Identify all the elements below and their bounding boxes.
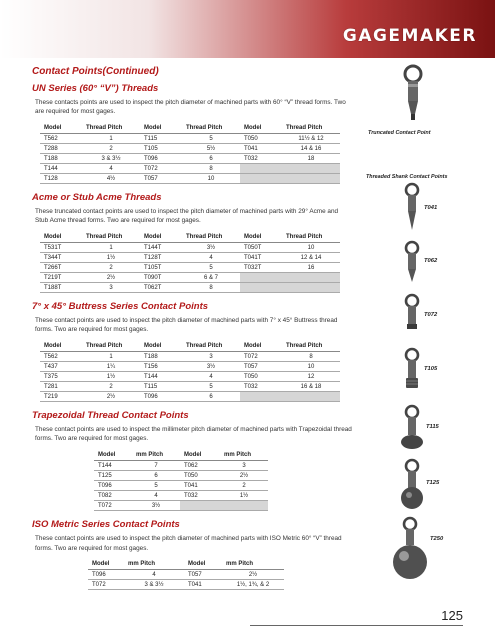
table-cell (282, 174, 340, 184)
section-description: These contact points are used to inspect the pitch diameter of machined parts with 7° x 45° Buttress thread forms. Two are required for most gages. (35, 317, 338, 334)
table-row (40, 283, 340, 293)
table-cell: T531T (40, 243, 82, 253)
table-cell (282, 164, 340, 174)
table-cell: T188 (140, 352, 182, 362)
section-acme (32, 192, 352, 293)
table-row (40, 174, 340, 184)
table-cell: 10 (182, 174, 240, 184)
table-cell (282, 392, 340, 402)
table-cell: T144 (94, 461, 132, 471)
table-cell: T032 (240, 154, 282, 164)
table-cell: T096 (140, 154, 182, 164)
table-cell: T096 (140, 392, 182, 402)
column-header: Model (240, 123, 282, 134)
table-cell: T188T (40, 283, 82, 293)
table-cell: 1 (82, 134, 140, 144)
column-header: Model (140, 123, 182, 134)
table-row (94, 481, 268, 491)
column-header: Model (94, 450, 132, 461)
table-cell: T041 (240, 144, 282, 154)
table-cell: 8 (182, 164, 240, 174)
table-cell: T105T (140, 263, 182, 273)
table-cell: T188 (40, 154, 82, 164)
table-cell: 10 (282, 243, 340, 253)
column-header: Model (184, 559, 222, 570)
tag-t062: T062 (424, 258, 438, 264)
page-number: 125 (441, 608, 463, 623)
probe-t115-image (398, 404, 426, 456)
table-cell: 16 (282, 263, 340, 273)
spec-table-iso (88, 559, 284, 591)
column-header: mm Pitch (220, 450, 268, 461)
brand-logo: GAGEMAKER (342, 26, 477, 46)
table-row (40, 382, 340, 392)
spec-table-buttress (40, 341, 340, 403)
table-cell: T090T (140, 273, 182, 283)
table-cell: T041T (240, 253, 282, 263)
table-cell: 1 (82, 352, 140, 362)
table-cell: T057 (240, 362, 282, 372)
table-cell: T050 (180, 471, 220, 481)
spec-table-acme (40, 232, 340, 294)
table-cell: 2 (82, 144, 140, 154)
table-cell (282, 283, 340, 293)
section-heading: UN Series (60° “V”) Threads (32, 83, 159, 94)
table-cell: T125 (94, 471, 132, 481)
product-images (360, 0, 495, 640)
tag-t105: T105 (424, 366, 438, 372)
table-row (40, 144, 340, 154)
table-cell: T062 (180, 461, 220, 471)
column-header: Model (140, 232, 182, 243)
footer-rule (250, 625, 463, 626)
table-row (40, 253, 340, 263)
section-iso (32, 519, 352, 590)
table-row (40, 164, 340, 174)
table-cell: T050 (240, 372, 282, 382)
caption-threaded: Threaded Shank Contact Points (366, 174, 448, 180)
column-header: Model (40, 123, 82, 134)
section-heading: 7° x 45° Buttress Series Contact Points (32, 301, 209, 313)
table-cell: T050 (240, 134, 282, 144)
table-cell (240, 164, 282, 174)
table-cell: 3 & 3½ (82, 154, 140, 164)
table-cell (220, 501, 268, 511)
table-cell: T082 (94, 491, 132, 501)
column-header: Model (180, 450, 220, 461)
table-row (88, 570, 284, 580)
column-header: Model (140, 341, 182, 352)
tag-t125: T125 (426, 480, 440, 486)
table-row (94, 491, 268, 501)
table-cell: T344T (40, 253, 82, 263)
table-cell: 3 (82, 283, 140, 293)
table-cell: 4 (124, 570, 184, 580)
table-cell: 2½ (222, 570, 284, 580)
table-cell: T128T (140, 253, 182, 263)
truncated-contact-point-image (400, 64, 426, 128)
column-header: Thread Pitch (282, 123, 340, 134)
table-cell: 3½ (132, 501, 180, 511)
table-cell: T144 (40, 164, 82, 174)
table-cell: 11½ & 12 (282, 134, 340, 144)
table-cell: 1 (82, 243, 140, 253)
table-cell: 3 (220, 461, 268, 471)
table-cell: T156 (140, 362, 182, 372)
table-cell: 6 (182, 392, 240, 402)
table-cell: T266T (40, 263, 82, 273)
table-header-row (40, 341, 340, 352)
table-cell: T072 (240, 352, 282, 362)
table-row (40, 273, 340, 283)
table-cell: T437 (40, 362, 82, 372)
table-cell: 6 (132, 471, 180, 481)
table-cell: 3½ (182, 362, 240, 372)
column-header: Thread Pitch (82, 341, 140, 352)
spec-table-un (40, 123, 340, 185)
table-row (94, 501, 268, 511)
section-un (32, 83, 352, 184)
table-cell: 3½ (182, 243, 240, 253)
column-header: Model (40, 232, 82, 243)
column-header: Thread Pitch (182, 232, 240, 243)
table-cell (240, 174, 282, 184)
caption-truncated: Truncated Contact Point (368, 130, 431, 136)
table-cell: T050T (240, 243, 282, 253)
table-header-row (94, 450, 268, 461)
table-cell: 5 (182, 134, 240, 144)
table-cell: 7 (132, 461, 180, 471)
table-cell (240, 283, 282, 293)
probe-t041-image (400, 182, 424, 234)
probe-t072-image (400, 293, 424, 337)
table-cell: 2½ (82, 392, 140, 402)
tag-t072: T072 (424, 312, 438, 318)
table-cell: 2½ (220, 471, 268, 481)
table-cell: 12 & 14 (282, 253, 340, 263)
table-cell: 4 (182, 372, 240, 382)
table-cell (180, 501, 220, 511)
table-cell: 1¼ (82, 362, 140, 372)
table-cell: 16 & 18 (282, 382, 340, 392)
table-cell: 2 (220, 481, 268, 491)
table-row (40, 263, 340, 273)
column-header: mm Pitch (132, 450, 180, 461)
table-cell: T057 (140, 174, 182, 184)
table-cell: 8 (282, 352, 340, 362)
probe-t062-image (400, 240, 424, 286)
table-row (94, 471, 268, 481)
table-cell: 4 (82, 164, 140, 174)
table-cell: T562 (40, 134, 82, 144)
table-cell: T115 (140, 134, 182, 144)
page-title: Contact Points(Continued) (32, 66, 159, 77)
table-row (40, 243, 340, 253)
column-header: mm Pitch (124, 559, 184, 570)
table-cell: 1½ (82, 253, 140, 263)
section-heading: Trapezoidal Thread Contact Points (32, 410, 189, 422)
spec-table-trapezoidal (94, 450, 268, 512)
section-description: These contacts points are used to inspect the pitch diameter of machined parts with 60° “V” thread forms. Two are required for most gages. (35, 99, 346, 116)
table-cell: T032 (180, 491, 220, 501)
section-description: These contact points are used to inspect the pitch diameter of machined parts with ISO Metric 60° “V” thread forms. Two are required for most gages. (35, 535, 342, 552)
table-cell: T219T (40, 273, 82, 283)
table-cell: 4 (132, 491, 180, 501)
table-cell: 1½, 1¾, & 2 (222, 580, 284, 590)
column-header: Model (240, 341, 282, 352)
table-cell: T115 (140, 382, 182, 392)
probe-t105-image (400, 347, 424, 397)
table-cell: 8 (182, 283, 240, 293)
column-header: Model (240, 232, 282, 243)
table-cell: 10 (282, 362, 340, 372)
probe-t125-image (398, 458, 426, 514)
table-row (40, 134, 340, 144)
table-cell: T375 (40, 372, 82, 382)
main-content (32, 66, 352, 598)
table-cell: T288 (40, 144, 82, 154)
table-cell: T072 (94, 501, 132, 511)
table-cell (240, 392, 282, 402)
table-cell: T072 (88, 580, 124, 590)
table-cell: 1½ (220, 491, 268, 501)
table-cell (240, 273, 282, 283)
table-row (40, 392, 340, 402)
table-cell: 1½ (82, 372, 140, 382)
section-description: These truncated contact points are used to inspect the pitch diameter of machined parts with 29° Acme and Stub Acme thread forms. Two are required for most gages. (35, 208, 339, 225)
table-cell: 2 (82, 382, 140, 392)
tag-t115: T115 (426, 424, 439, 430)
table-cell: 12 (282, 372, 340, 382)
table-cell: T041 (180, 481, 220, 491)
tag-t041: T041 (424, 205, 438, 211)
column-header: Thread Pitch (282, 341, 340, 352)
column-header: Model (40, 341, 82, 352)
table-cell: T096 (94, 481, 132, 491)
table-cell: T032T (240, 263, 282, 273)
table-cell: 3 & 3½ (124, 580, 184, 590)
table-cell: 3 (182, 352, 240, 362)
table-cell: T219 (40, 392, 82, 402)
table-cell: T062T (140, 283, 182, 293)
table-header-row (40, 123, 340, 134)
table-cell: 18 (282, 154, 340, 164)
table-row (40, 362, 340, 372)
column-header: Thread Pitch (82, 232, 140, 243)
table-cell: T057 (184, 570, 222, 580)
column-header: Thread Pitch (182, 341, 240, 352)
section-heading: Acme or Stub Acme Threads (32, 192, 162, 204)
table-cell: T144 (140, 372, 182, 382)
table-cell: 4 (182, 253, 240, 263)
table-cell: T072 (140, 164, 182, 174)
table-cell: T041 (184, 580, 222, 590)
table-cell: 2½ (82, 273, 140, 283)
table-cell: 6 & 7 (182, 273, 240, 283)
probe-t250-image (390, 516, 430, 580)
table-cell: 6 (182, 154, 240, 164)
table-cell: T281 (40, 382, 82, 392)
table-cell: 5 (132, 481, 180, 491)
table-cell: 14 & 16 (282, 144, 340, 154)
section-buttress (32, 301, 352, 402)
column-header: Thread Pitch (82, 123, 140, 134)
table-row (94, 461, 268, 471)
table-cell: T128 (40, 174, 82, 184)
column-header: Thread Pitch (182, 123, 240, 134)
section-trapezoidal (32, 410, 352, 511)
table-cell: T096 (88, 570, 124, 580)
table-cell: T562 (40, 352, 82, 362)
column-header: Thread Pitch (282, 232, 340, 243)
table-cell: 2 (82, 263, 140, 273)
section-heading: ISO Metric Series Contact Points (32, 519, 180, 531)
table-cell: T105 (140, 144, 182, 154)
table-row (40, 372, 340, 382)
table-header-row (88, 559, 284, 570)
table-row (40, 352, 340, 362)
table-row (40, 154, 340, 164)
tag-t250: T250 (430, 536, 444, 542)
table-cell: 5 (182, 263, 240, 273)
table-row (88, 580, 284, 590)
table-cell: T144T (140, 243, 182, 253)
section-description: These contact points are used to inspect the millimeter pitch diameter of machined parts with Trapezoidal thread forms. Two are required for most gages. (35, 426, 352, 443)
table-cell: T032 (240, 382, 282, 392)
table-header-row (40, 232, 340, 243)
table-cell (282, 273, 340, 283)
table-cell: 5 (182, 382, 240, 392)
table-cell: 5½ (182, 144, 240, 154)
column-header: Model (88, 559, 124, 570)
table-cell: 4½ (82, 174, 140, 184)
column-header: mm Pitch (222, 559, 284, 570)
